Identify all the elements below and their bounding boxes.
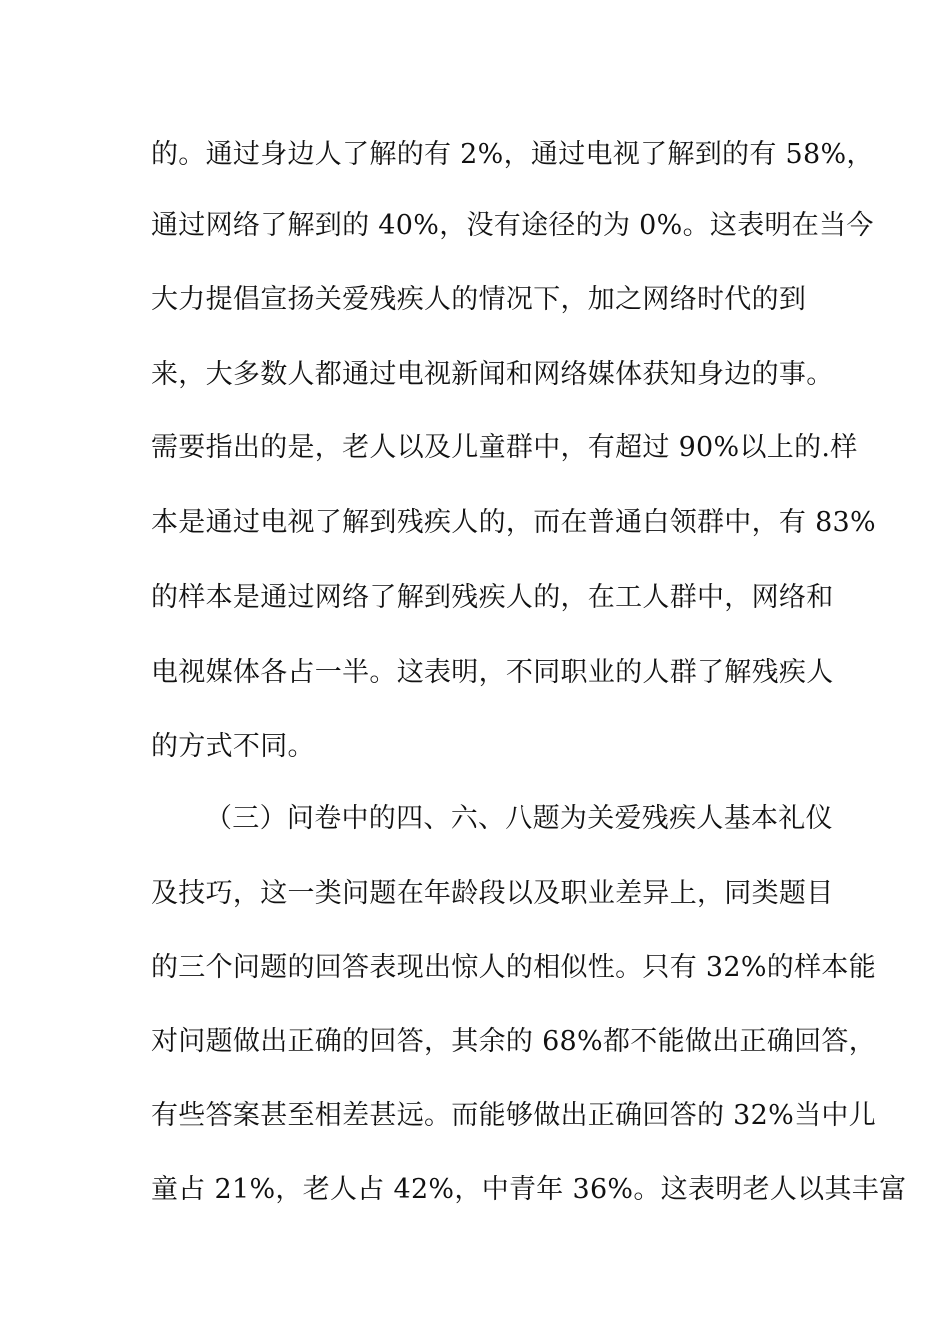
text-line-11: 及技巧，这一类问题在年龄段以及职业差异上，同类题目 [151,878,834,909]
section-heading-line: （三）问卷中的四、六、八题为关爱残疾人基本礼仪 [205,803,833,834]
text-line-13: 对问题做出正确的回答，其余的 68%都不能做出正确回答， [151,1026,876,1057]
text-line-4: 来，大多数人都通过电视新闻和网络媒体获知身边的事。 [151,359,834,390]
text-line-6: 本是通过电视了解到残疾人的，而在普通白领群中，有 83% [151,507,876,538]
text-line-1: 的。通过身边人了解的有 2%，通过电视了解到的有 58%， [151,139,874,170]
text-line-2: 通过网络了解到的 40%，没有途径的为 0%。这表明在当今 [151,210,874,241]
text-line-5: 需要指出的是，老人以及儿童群中，有超过 90%以上的.样 [151,432,858,463]
text-line-8: 电视媒体各占一半。这表明，不同职业的人群了解残疾人 [151,657,834,688]
text-line-3: 大力提倡宣扬关爱残疾人的情况下，加之网络时代的到 [151,284,807,315]
text-line-7: 的样本是通过网络了解到残疾人的，在工人群中，网络和 [151,582,834,613]
text-line-12: 的三个问题的回答表现出惊人的相似性。只有 32%的样本能 [151,952,876,983]
text-line-15: 童占 21%，老人占 42%，中青年 36%。这表明老人以其丰富 [151,1174,907,1205]
text-line-14: 有些答案甚至相差甚远。而能够做出正确回答的 32%当中儿 [151,1100,876,1131]
text-line-9: 的方式不同。 [151,731,315,762]
